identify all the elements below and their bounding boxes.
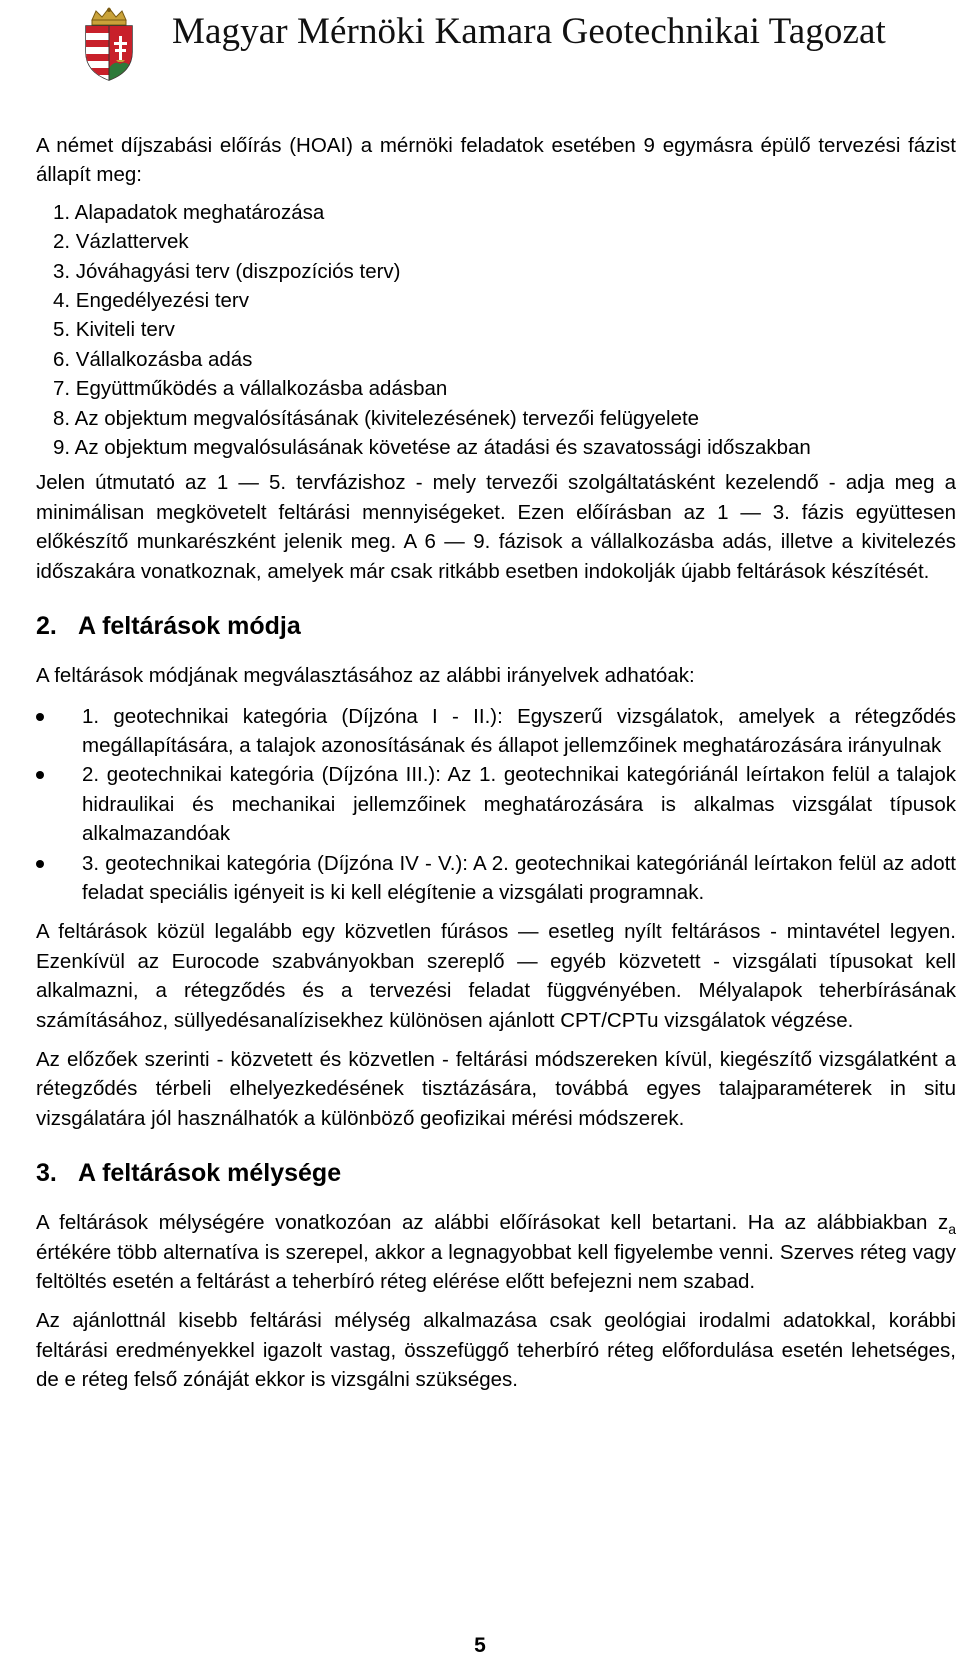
phase-item: 2. Vázlattervek <box>53 230 189 254</box>
category-text: 1. geotechnikai kategória (Díjzóna I - II.): Egyszerű vizsgálatok, amelyek a rétegződés megállapítására, a talajok azonosításának és állapot jellemzőinek meghatározására irányulnak <box>82 704 956 757</box>
document-body <box>36 131 956 1395</box>
page-header <box>0 0 960 88</box>
phase-item: 7. Együttműködés a vállalkozásba adásban <box>53 377 448 401</box>
section-2-lead: A feltárások módjának megválasztásához az alábbi irányelvek adhatóak: <box>36 664 695 688</box>
section-2-paragraph-2: Az előzőek szerinti - közvetett és közvetlen - feltárási módszereken kívül, kiegészítő vizsgálatként a rétegződés térbeli elhelyezkedésének tisztázására, továbbá egyes talajparaméterek in situ vizsgálatára jól használhatók a különböző geofizikai mérési módszerek. <box>36 1047 956 1130</box>
category-text: 3. geotechnikai kategória (Díjzóna IV - V.): A 2. geotechnikai kategóriánál leírtakon felül az adott feladat speciális igényeit is ki kell elégítenie a vizsgálati programnak. <box>82 851 956 904</box>
design-phases-list <box>36 198 956 463</box>
phase-item: 1. Alapadatok meghatározása <box>53 200 325 224</box>
page-number: 5 <box>474 1634 486 1657</box>
phase-item: 3. Jóváhagyási terv (diszpozíciós terv) <box>53 259 401 283</box>
section-3-heading <box>36 1158 956 1188</box>
phase-item: 9. Az objektum megvalósulásának követése az átadási és szavatossági időszakban <box>53 436 811 460</box>
section-3-number: 3. <box>36 1159 57 1188</box>
section-2-paragraph-1: A feltárások közül legalább egy közvetlen fúrásos — esetleg nyílt feltárásos - mintavétel legyen. Ezenkívül az Eurocode szabványokban szereplő — egyéb közvetett - vizsgálati típusokat kell alkalmazni, a rétegződés és a tervezési feladat függvényében. Mélyalapok teherbírásának számításához, süllyedésanalízisekhez különösen ajánlott CPT/CPTu vizsgálatok végzése. <box>36 920 956 1032</box>
section-3-paragraph-2: Az ajánlottnál kisebb feltárási mélység alkalmazása csak geológiai irodalmi adatokkal, korábbi feltárási eredményekkel igazolt vastag, összefüggő teherbíró réteg előfordulása esetén lehetséges, de e réteg felső zónáját ekkor is vizsgálni szükséges. <box>36 1309 956 1392</box>
category-text: 2. geotechnikai kategória (Díjzóna III.): Az 1. geotechnikai kategóriánál leírtakon felül a talajok hidraulikai és mechanikai jellemzőinek meghatározására is alkalmas vizsgálat típusok alkalmazandóak <box>82 763 956 846</box>
phase-item: 5. Kiviteli terv <box>53 318 175 342</box>
hungarian-coat-of-arms-icon <box>80 6 138 82</box>
section-2-number: 2. <box>36 612 57 641</box>
section-3-paragraph-1 <box>36 1208 956 1296</box>
za-subscript: a <box>948 1221 956 1238</box>
bullet-icon <box>36 860 44 868</box>
bullet-icon <box>36 713 44 721</box>
phase-item: 8. Az objektum megvalósításának (kivitelezésének) tervezői felügyelete <box>53 406 700 430</box>
section-3-p1-after: értékére több alternatíva is szerepel, akkor a legnagyobbat kell figyelembe venni. Szerves réteg vagy feltöltés esetén a feltárást a teherbíró réteg elérése előtt befejezni nem szabad. <box>36 1240 956 1293</box>
bullet-icon <box>36 771 44 779</box>
category-item <box>36 702 956 761</box>
header-title: Magyar Mérnöki Kamara Geotechnikai Tagozat <box>172 11 886 52</box>
section-3-title: A feltárások mélysége <box>78 1159 342 1188</box>
section-3-p1-before: A feltárások mélységére vonatkozóan az alábbi előírásokat kell betartani. Ha az alábbiakban z <box>36 1211 949 1235</box>
phase-item: 4. Engedélyezési terv <box>53 289 250 313</box>
section-2-heading <box>36 611 956 641</box>
intro-paragraph: A német díjszabási előírás (HOAI) a mérnöki feladatok esetében 9 egymásra épülő tervezési fázist állapít meg: <box>36 134 956 187</box>
section-2-title: A feltárások módja <box>78 612 301 641</box>
phase-item: 6. Vállalkozásba adás <box>53 347 253 371</box>
guide-paragraph: Jelen útmutató az 1 — 5. tervfázishoz - mely tervezői szolgáltatásként kezelendő - adja meg a minimálisan megkövetelt feltárási mennyiségeket. Ezen előírásban az 1 — 3. fázis együttesen előkészítő munkarészként jelenik meg. A 6 — 9. fázisok a vállalkozásba adás, illetve a kivitelezés időszakára vonatkoznak, amelyek már csak ritkább esetben indokolják újabb feltárások készítését. <box>36 471 956 583</box>
category-list <box>36 702 956 908</box>
category-item <box>36 849 956 908</box>
category-item <box>36 760 956 848</box>
